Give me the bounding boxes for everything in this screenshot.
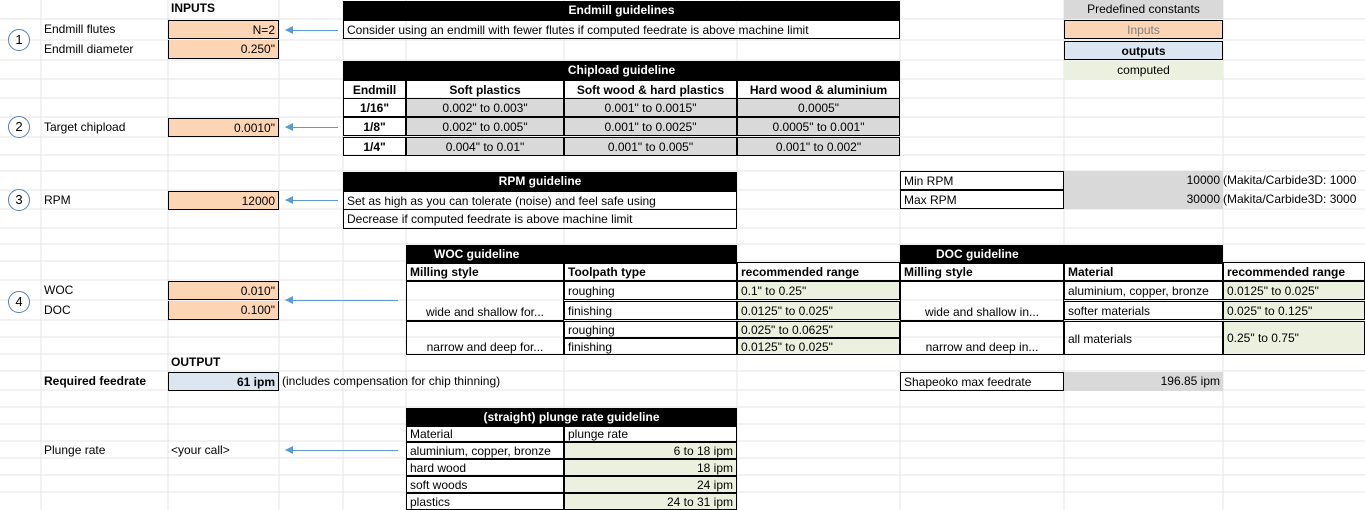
- doc-guideline-header: DOC guideline: [900, 245, 1223, 264]
- chipload-col-soft-plastics: Soft plastics: [406, 80, 564, 99]
- woc-toolpath-cell: roughing: [564, 281, 737, 300]
- woc-range-cell: 0.0125" to 0.025": [737, 301, 900, 320]
- plunge-rate-cell: 18 ipm: [564, 459, 737, 476]
- woc-toolpath-cell: roughing: [564, 321, 737, 338]
- doc-col-milling-style: Milling style: [900, 262, 1064, 281]
- woc-style-narrow-deep: narrow and deep for...: [406, 321, 564, 355]
- legend-inputs: Inputs: [1064, 20, 1223, 39]
- chipload-cell: 0.002" to 0.005": [406, 117, 564, 136]
- endmill-guidelines-header: Endmill guidelines: [343, 1, 900, 20]
- max-rpm-note: (Makita/Carbide3D: 3000: [1223, 192, 1357, 206]
- step-2-badge: 2: [8, 116, 30, 138]
- required-feedrate-value: 61 ipm: [168, 372, 279, 391]
- plunge-rate-value[interactable]: <your call>: [171, 443, 230, 457]
- doc-input[interactable]: 0.100": [168, 301, 279, 320]
- doc-label: DOC: [44, 303, 71, 317]
- plunge-material-cell: soft woods: [406, 476, 564, 493]
- doc-style-wide-shallow: wide and shallow in...: [900, 281, 1064, 321]
- chipload-guideline-header: Chipload guideline: [343, 61, 900, 80]
- legend-outputs: outputs: [1064, 41, 1223, 60]
- chipload-col-hard-wood: Hard wood & aluminium: [737, 80, 900, 99]
- feedrate-note: (includes compensation for chip thinning): [282, 374, 501, 388]
- doc-range-cell: 0.25" to 0.75": [1223, 321, 1365, 355]
- chipload-row-endmill: 1/4": [343, 137, 406, 156]
- chipload-cell: 0.001" to 0.005": [564, 137, 737, 156]
- woc-style-wide-shallow: wide and shallow for...: [406, 281, 564, 321]
- min-rpm-value: 10000: [1064, 171, 1223, 190]
- max-rpm-label: Max RPM: [900, 190, 1064, 209]
- arrow-left-icon: [286, 450, 398, 451]
- plunge-rate-cell: 6 to 18 ipm: [564, 442, 737, 459]
- woc-col-recommended-range: recommended range: [737, 262, 900, 281]
- doc-material-cell: all materials: [1064, 321, 1223, 355]
- step-4-badge: 4: [8, 291, 30, 313]
- plunge-material-cell: hard wood: [406, 459, 564, 476]
- arrow-left-icon: [286, 30, 338, 31]
- rpm-label: RPM: [44, 193, 71, 207]
- woc-toolpath-cell: finishing: [564, 338, 737, 355]
- doc-style-narrow-deep: narrow and deep in...: [900, 321, 1064, 355]
- chipload-row-endmill: 1/8": [343, 117, 406, 136]
- step-3-badge: 3: [8, 189, 30, 211]
- woc-guideline-header: WOC guideline: [406, 245, 737, 264]
- woc-range-cell: 0.025" to 0.0625": [737, 321, 900, 338]
- max-rpm-value: 30000: [1064, 190, 1223, 209]
- chipload-row-endmill: 1/16": [343, 98, 406, 117]
- plunge-col-rate: plunge rate: [564, 425, 737, 442]
- rpm-input[interactable]: 12000: [168, 191, 279, 210]
- min-rpm-label: Min RPM: [900, 171, 1064, 190]
- woc-col-toolpath-type: Toolpath type: [564, 262, 737, 281]
- woc-toolpath-cell: finishing: [564, 301, 737, 320]
- chipload-cell: 0.001" to 0.002": [737, 137, 900, 156]
- chipload-col-endmill: Endmill: [343, 80, 406, 99]
- legend-computed: computed: [1064, 61, 1223, 80]
- plunge-guideline-header: (straight) plunge rate guideline: [406, 408, 737, 427]
- output-title: OUTPUT: [171, 355, 221, 369]
- doc-range-cell: 0.025" to 0.125": [1223, 301, 1365, 320]
- woc-input[interactable]: 0.010": [168, 281, 279, 300]
- chipload-cell: 0.004" to 0.01": [406, 137, 564, 156]
- step-1-badge: 1: [8, 29, 30, 51]
- endmill-diameter-input[interactable]: 0.250": [168, 40, 279, 59]
- woc-range-cell: 0.1" to 0.25": [737, 281, 900, 300]
- plunge-material-cell: aluminium, copper, bronze: [406, 442, 564, 459]
- legend-predefined: Predefined constants: [1064, 0, 1223, 19]
- endmill-flutes-input[interactable]: N=2: [168, 20, 279, 39]
- rpm-guideline-line1: Set as high as you can tolerate (noise) and feel safe using: [343, 191, 737, 210]
- arrow-left-icon: [286, 200, 338, 201]
- min-rpm-note: (Makita/Carbide3D: 1000: [1223, 173, 1357, 187]
- doc-material-cell: aluminium, copper, bronze: [1064, 281, 1223, 300]
- plunge-rate-cell: 24 to 31 ipm: [564, 493, 737, 510]
- doc-range-cell: 0.0125" to 0.025": [1223, 281, 1365, 300]
- woc-label: WOC: [44, 283, 74, 297]
- endmill-guidelines-text: Consider using an endmill with fewer flutes if computed feedrate is above machine limit: [343, 20, 900, 39]
- inputs-title: INPUTS: [171, 1, 216, 15]
- woc-range-cell: 0.0125" to 0.025": [737, 338, 900, 355]
- chipload-cell: 0.001" to 0.0025": [564, 117, 737, 136]
- chipload-cell: 0.0005" to 0.001": [737, 117, 900, 136]
- woc-col-milling-style: Milling style: [406, 262, 564, 281]
- required-feedrate-label: Required feedrate: [44, 374, 147, 388]
- chipload-cell: 0.002" to 0.003": [406, 98, 564, 117]
- doc-col-material: Material: [1064, 262, 1223, 281]
- endmill-diameter-label: Endmill diameter: [44, 42, 134, 56]
- rpm-guideline-line2: Decrease if computed feedrate is above machine limit: [343, 210, 737, 229]
- doc-col-recommended-range: recommended range: [1223, 262, 1365, 281]
- chipload-col-soft-wood: Soft wood & hard plastics: [564, 80, 737, 99]
- arrow-left-icon: [286, 300, 398, 301]
- target-chipload-label: Target chipload: [44, 120, 126, 134]
- shapeoko-max-feedrate-value: 196.85 ipm: [1064, 372, 1223, 391]
- chipload-cell: 0.0005": [737, 98, 900, 117]
- target-chipload-input[interactable]: 0.0010": [168, 118, 279, 137]
- plunge-rate-cell: 24 ipm: [564, 476, 737, 493]
- plunge-rate-label: Plunge rate: [44, 443, 106, 457]
- rpm-guideline-header: RPM guideline: [343, 172, 737, 191]
- shapeoko-max-feedrate-label: Shapeoko max feedrate: [900, 372, 1064, 391]
- doc-material-cell: softer materials: [1064, 301, 1223, 320]
- arrow-left-icon: [286, 127, 338, 128]
- plunge-material-cell: plastics: [406, 493, 564, 510]
- endmill-flutes-label: Endmill flutes: [44, 22, 116, 36]
- plunge-col-material: Material: [406, 425, 564, 442]
- chipload-cell: 0.001" to 0.0015": [564, 98, 737, 117]
